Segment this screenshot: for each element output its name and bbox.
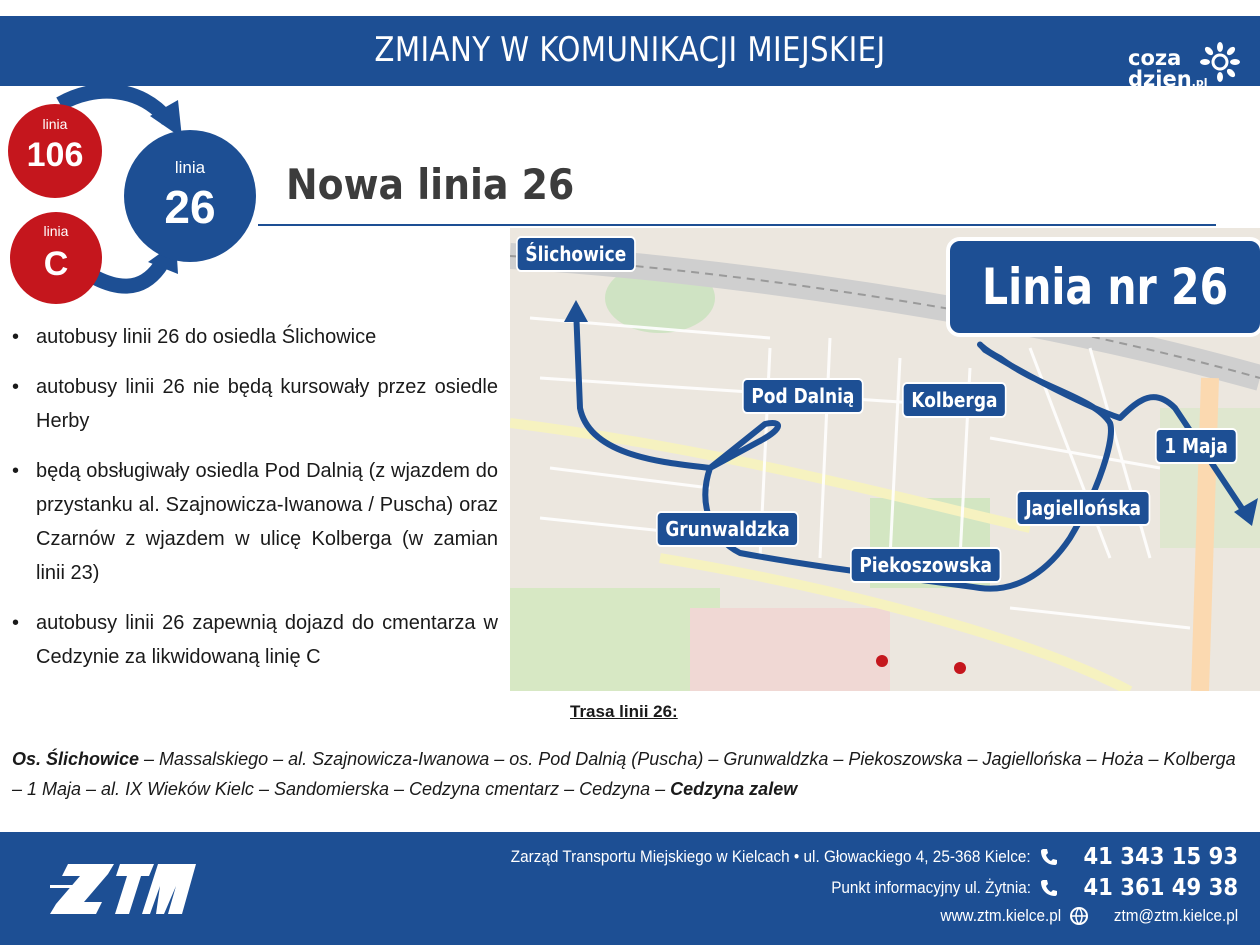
line-26-circle xyxy=(124,130,256,262)
ztm-logo-text: ZTM xyxy=(50,862,53,863)
stop-label-jagiellonska[interactable]: Jagiellońska xyxy=(1016,490,1150,526)
line-label: linia xyxy=(174,158,206,177)
footer-line-3 xyxy=(453,906,1238,937)
brand-text xyxy=(1128,48,1207,93)
title-divider xyxy=(258,224,1216,226)
footer-email[interactable]: ztm@ztm.kielce.pl xyxy=(1113,906,1238,925)
footer-phone-2[interactable]: 41 361 49 38 xyxy=(1083,875,1238,901)
footer-address: Zarząd Transportu Miejskiego w Kielcach • ul. Głowackiego 4, 25-368 Kielce: xyxy=(511,847,1032,866)
globe-mail-icon xyxy=(1069,906,1089,926)
route-start: Os. Ślichowice xyxy=(12,749,140,769)
stop-label-piekoszowska[interactable]: Piekoszowska xyxy=(850,547,1001,583)
footer-phone-1[interactable]: 41 343 15 93 xyxy=(1083,844,1238,870)
page-header-title: ZMIANY W KOMUNIKACJI MIEJSKIEJ xyxy=(374,30,886,70)
stop-label-pod-dalnia[interactable]: Pod Dalnią xyxy=(742,378,864,414)
list-item: • autobusy linii 26 nie będą kursowały przez osiedle Herby xyxy=(10,370,498,438)
footer-line-2 xyxy=(453,875,1238,906)
sun-icon xyxy=(1200,42,1240,82)
list-item: • będą obsługiwały osiedla Pod Dalnią (z wjazdem do przystanku al. Szajnowicza-Iwanowa / Puscha) oraz Czarnów z wjazdem w ulicę Kolberga (w zamian linii 23) xyxy=(10,454,498,590)
header-bar xyxy=(0,16,1260,91)
map-banner-text: Linia nr 26 xyxy=(981,258,1229,316)
list-item: • autobusy linii 26 zapewnią dojazd do cmentarza w Cedzynie za likwidowaną linię C xyxy=(10,606,498,674)
stop-label-kolberga[interactable]: Kolberga xyxy=(902,382,1007,418)
route-middle: – Massalskiego – al. Szajnowicza-Iwanowa – os. Pod Dalnią (Puscha) – Grunwaldzka – Piekoszowska – Jagiellońska – Hoża – Kolberga – 1 Maja – al. IX Wieków Kielc – Sandomierska – Cedzyna cmentarz – Cedzyna – xyxy=(12,749,1236,799)
ztm-logo[interactable] xyxy=(50,862,196,916)
footer-contact xyxy=(453,844,1238,937)
map-route-banner xyxy=(946,237,1260,337)
stop-label-grunwaldzka[interactable]: Grunwaldzka xyxy=(656,511,799,547)
change-list xyxy=(10,320,498,690)
stop-label-1-maja[interactable]: 1 Maja xyxy=(1155,428,1237,464)
line-number-c: C xyxy=(43,245,69,283)
line-label: linia xyxy=(42,116,68,132)
line-number-26: 26 xyxy=(164,181,216,233)
route-description xyxy=(12,744,1248,804)
route-end: Cedzyna zalew xyxy=(670,779,798,799)
footer-bar xyxy=(0,832,1260,945)
line-c-circle xyxy=(10,212,102,304)
brand-bottom: dzien xyxy=(1128,67,1192,91)
brand-top: coza xyxy=(1128,46,1182,70)
footer-website[interactable]: www.ztm.kielce.pl xyxy=(940,906,1061,925)
line-106-circle xyxy=(8,104,102,198)
list-item: • autobusy linii 26 do osiedla Ślichowice xyxy=(10,320,498,354)
line-number-106: 106 xyxy=(26,136,84,174)
main-title: Nowa linia 26 xyxy=(286,160,575,209)
line-label: linia xyxy=(43,223,69,239)
route-map[interactable] xyxy=(510,228,1260,691)
phone-icon xyxy=(1039,878,1059,898)
brand-suffix: .pl xyxy=(1191,76,1208,89)
footer-line-1 xyxy=(453,844,1238,875)
footer-info-point: Punkt informacyjny ul. Żytnia: xyxy=(831,878,1032,897)
brand-logo[interactable] xyxy=(1128,42,1240,96)
stop-label-slichowice[interactable]: Ślichowice xyxy=(516,236,636,272)
route-heading: Trasa linii 26: xyxy=(570,702,678,721)
phone-icon xyxy=(1039,847,1059,867)
